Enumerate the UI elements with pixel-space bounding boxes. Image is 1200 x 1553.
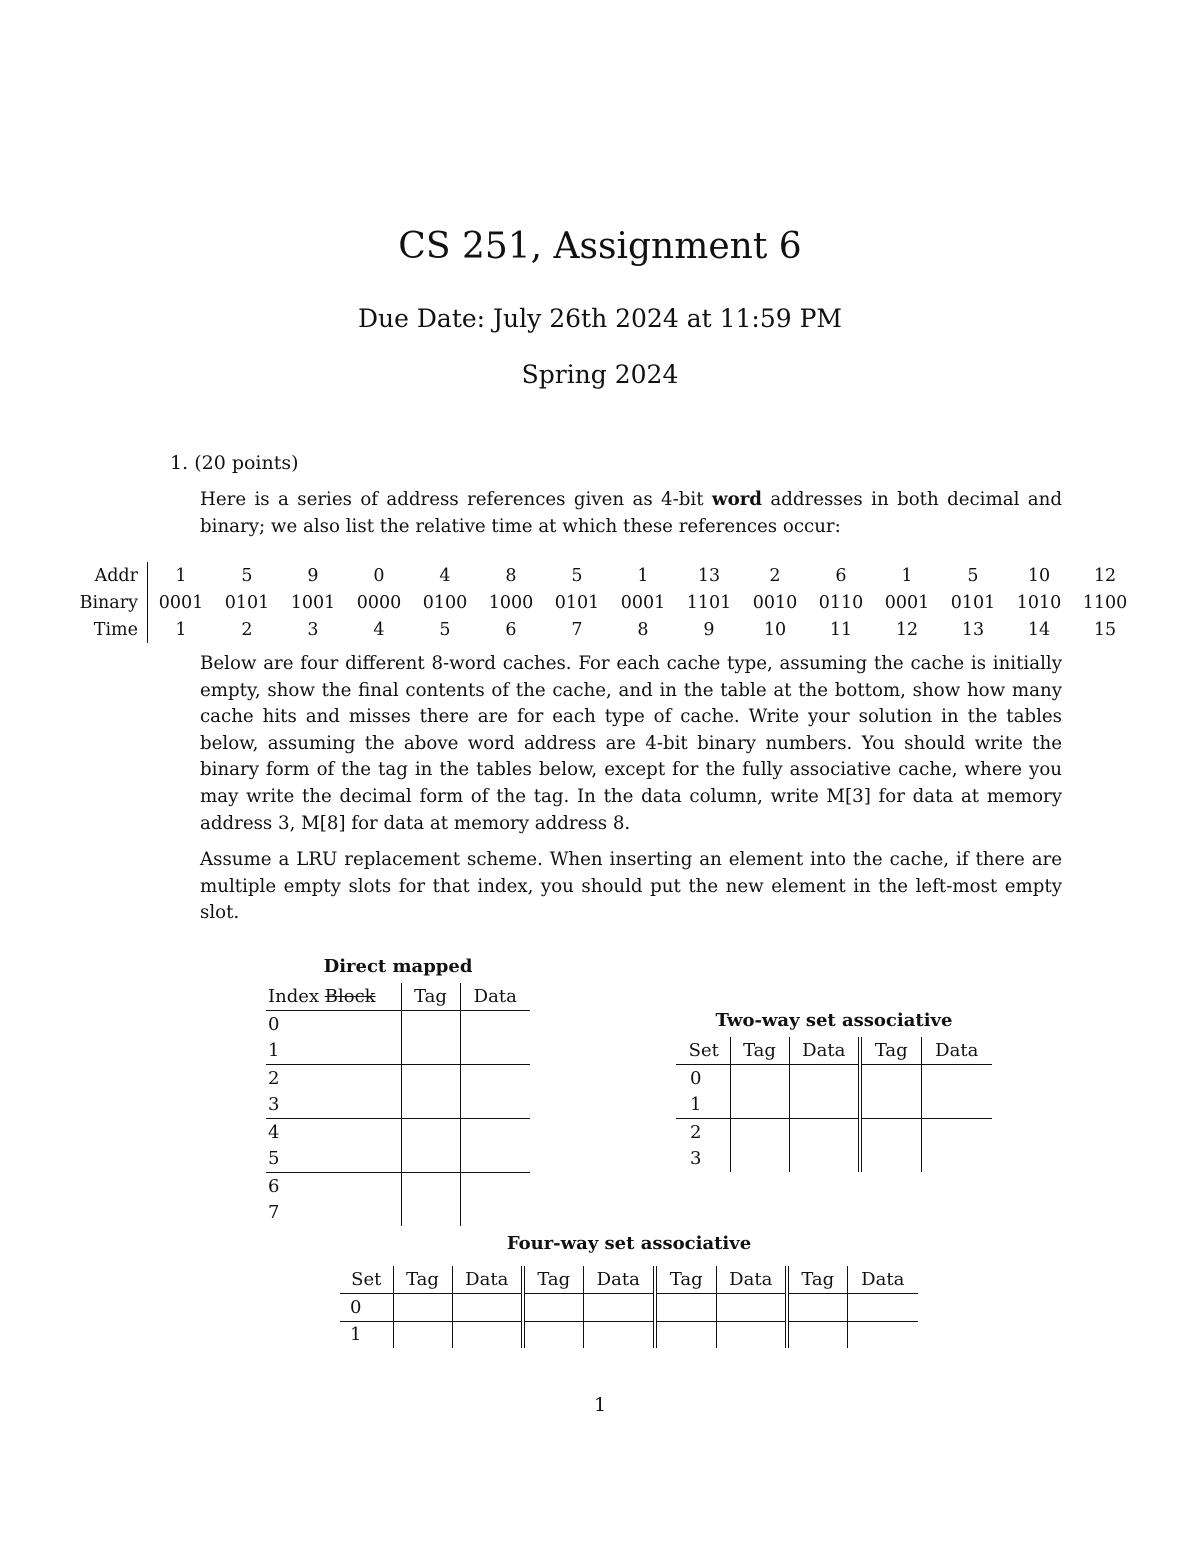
set-cell: 1 — [676, 1092, 730, 1119]
tag-cell[interactable] — [655, 1321, 716, 1348]
addr-row — [62, 562, 1138, 589]
data-cell[interactable] — [847, 1294, 918, 1322]
tag-cell[interactable] — [401, 1146, 460, 1173]
data-cell[interactable] — [789, 1092, 860, 1119]
data-header: Data — [789, 1037, 860, 1065]
index-cell: 0 — [268, 1013, 280, 1035]
set-cell: 1 — [350, 1324, 362, 1346]
addr-cell: 0 — [373, 565, 385, 586]
tag-cell[interactable] — [401, 1119, 460, 1146]
binary-cell: 1100 — [1082, 592, 1128, 613]
tag-cell[interactable] — [523, 1321, 583, 1348]
set-cell: 0 — [340, 1294, 393, 1322]
binary-label: Binary — [62, 589, 148, 616]
table-row — [676, 1065, 992, 1092]
tag-cell[interactable] — [401, 1011, 460, 1038]
index-cell: 2 — [268, 1067, 280, 1089]
time-cell: 9 — [703, 619, 715, 640]
addr-cell: 1 — [637, 565, 649, 586]
table-row — [340, 1321, 918, 1348]
addr-cell: 5 — [967, 565, 979, 586]
data-cell[interactable] — [583, 1321, 655, 1348]
intro-post: addresses in both decimal and binary; we also list the relative time at which these references occur: — [200, 489, 1062, 537]
set-cell: 2 — [690, 1121, 702, 1143]
addr-cell: 2 — [769, 565, 781, 586]
data-header: Data — [921, 1037, 992, 1065]
tag-cell[interactable] — [393, 1294, 452, 1322]
table-row — [340, 1294, 918, 1322]
table-row — [266, 1200, 530, 1227]
set-header: Set — [340, 1266, 393, 1294]
data-header: Data — [460, 983, 530, 1011]
time-row — [62, 616, 1138, 643]
addr-cell: 6 — [835, 565, 847, 586]
addr-cell: 1 — [901, 565, 913, 586]
time-label: Time — [62, 616, 148, 643]
tag-header: Tag — [730, 1037, 789, 1065]
data-cell[interactable] — [460, 1146, 530, 1173]
data-cell[interactable] — [789, 1119, 860, 1146]
addr-cell: 13 — [697, 565, 721, 586]
tag-header: Tag — [655, 1266, 716, 1294]
data-cell[interactable] — [921, 1146, 992, 1173]
data-cell[interactable] — [452, 1321, 523, 1348]
tag-cell[interactable] — [401, 1065, 460, 1092]
struck-block-label: Block — [324, 986, 376, 1007]
time-cell: 2 — [241, 619, 253, 640]
data-cell[interactable] — [921, 1065, 992, 1092]
tag-cell[interactable] — [860, 1065, 921, 1092]
data-cell[interactable] — [460, 1119, 530, 1146]
addr-cell: 1 — [175, 565, 187, 586]
time-cell: 11 — [829, 619, 853, 640]
time-cell: 5 — [439, 619, 451, 640]
data-cell[interactable] — [460, 1173, 530, 1200]
binary-cell: 0100 — [422, 592, 468, 613]
four-way-caption: Four-way set associative — [506, 1233, 752, 1254]
time-cell: 8 — [637, 619, 649, 640]
four-way-header — [340, 1266, 918, 1294]
binary-cell: 1010 — [1016, 592, 1062, 613]
table-row — [676, 1092, 992, 1119]
binary-cell: 0001 — [158, 592, 204, 613]
data-cell[interactable] — [460, 1092, 530, 1119]
tag-cell[interactable] — [401, 1200, 460, 1227]
index-cell: 4 — [268, 1121, 280, 1143]
direct-mapped-table — [266, 983, 530, 1226]
tag-cell[interactable] — [523, 1294, 583, 1322]
table-row — [676, 1146, 992, 1173]
binary-cell: 0110 — [818, 592, 864, 613]
tag-header: Tag — [787, 1266, 847, 1294]
binary-cell: 0101 — [950, 592, 996, 613]
term: Spring 2024 — [521, 360, 679, 389]
direct-mapped-caption: Direct mapped — [323, 956, 473, 977]
data-cell[interactable] — [460, 1011, 530, 1038]
addr-cell: 9 — [307, 565, 319, 586]
time-cell: 4 — [373, 619, 385, 640]
addr-cell: 12 — [1093, 565, 1117, 586]
direct-mapped-header — [266, 983, 530, 1011]
tag-header: Tag — [523, 1266, 583, 1294]
tag-cell[interactable] — [730, 1092, 789, 1119]
table-row — [266, 1038, 530, 1065]
question-intro — [200, 487, 1062, 540]
data-cell[interactable] — [921, 1119, 992, 1146]
index-cell: 6 — [268, 1175, 280, 1197]
binary-cell: 0010 — [752, 592, 798, 613]
data-header: Data — [452, 1266, 523, 1294]
time-cell: 15 — [1093, 619, 1117, 640]
table-row — [676, 1119, 992, 1146]
time-cell: 14 — [1027, 619, 1051, 640]
data-cell[interactable] — [716, 1321, 787, 1348]
tag-cell[interactable] — [730, 1146, 789, 1173]
intro-pre: Here is a series of address references given as 4-bit — [200, 489, 712, 510]
tag-cell[interactable] — [401, 1173, 460, 1200]
tag-cell[interactable] — [860, 1146, 921, 1173]
table-row — [266, 1011, 530, 1038]
tag-cell[interactable] — [730, 1119, 789, 1146]
time-cell: 3 — [307, 619, 319, 640]
tag-cell[interactable] — [787, 1294, 847, 1322]
index-header-label: Index — [268, 986, 320, 1007]
tag-cell[interactable] — [860, 1119, 921, 1146]
binary-cell: 1000 — [488, 592, 534, 613]
page-title: CS 251, Assignment 6 — [398, 226, 802, 267]
due-date: Due Date: July 26th 2024 at 11:59 PM — [357, 304, 843, 333]
data-cell[interactable] — [921, 1092, 992, 1119]
time-cell: 6 — [505, 619, 517, 640]
binary-cell: 1101 — [686, 592, 732, 613]
addr-cell: 4 — [439, 565, 451, 586]
time-cell: 7 — [571, 619, 583, 640]
data-cell[interactable] — [452, 1294, 523, 1322]
tag-header: Tag — [860, 1037, 921, 1065]
data-header: Data — [583, 1266, 655, 1294]
index-cell: 5 — [266, 1146, 401, 1173]
binary-cell: 0101 — [224, 592, 270, 613]
tag-cell[interactable] — [787, 1321, 847, 1348]
index-cell: 1 — [266, 1038, 401, 1065]
set-cell: 0 — [690, 1067, 702, 1089]
table-row — [266, 1065, 530, 1092]
binary-cell: 0001 — [884, 592, 930, 613]
addr-label: Addr — [62, 562, 148, 589]
page-number: 1 — [593, 1394, 607, 1416]
tag-cell[interactable] — [655, 1294, 716, 1322]
two-way-header — [676, 1037, 992, 1065]
data-cell[interactable] — [460, 1065, 530, 1092]
tag-cell[interactable] — [401, 1092, 460, 1119]
time-cell: 10 — [763, 619, 787, 640]
tag-cell[interactable] — [401, 1038, 460, 1065]
data-cell[interactable] — [789, 1065, 860, 1092]
data-cell[interactable] — [789, 1146, 860, 1173]
binary-row — [62, 589, 1138, 616]
table-row — [266, 1173, 530, 1200]
set-cell: 3 — [690, 1148, 702, 1170]
address-reference-table — [62, 562, 1138, 643]
binary-cell: 1001 — [290, 592, 336, 613]
data-cell[interactable] — [716, 1294, 787, 1322]
time-cell: 12 — [895, 619, 919, 640]
table-row — [266, 1119, 530, 1146]
tag-cell[interactable] — [860, 1092, 921, 1119]
data-cell[interactable] — [583, 1294, 655, 1322]
instructions-paragraph: Below are four different 8-word caches. For each cache type, assuming the cache is initially empty, show the final contents of the cache, and in the table at the bottom, show how many cache hits and misses there are for each type of cache. Write your solution in the tables below, assuming the above word address are 4-bit binary numbers. You should write the binary form of the tag in the tables below, except for the fully associative cache, where you may write the decimal form of the tag. In the data column, write M[3] for data at memory address 3, M[8] for data at memory address 8. — [200, 653, 1062, 834]
two-way-table — [676, 1037, 992, 1172]
table-row — [266, 1146, 530, 1173]
table-row — [266, 1092, 530, 1119]
tag-header: Tag — [401, 983, 460, 1011]
question-heading — [170, 452, 299, 474]
data-cell[interactable] — [460, 1200, 530, 1227]
addr-cell: 8 — [505, 565, 517, 586]
tag-header: Tag — [393, 1266, 452, 1294]
index-cell: 3 — [266, 1092, 401, 1119]
lru-paragraph: Assume a LRU replacement scheme. When inserting an element into the cache, if there are multiple empty slots for that index, you should put the new element in the left-most empty slot. — [200, 849, 1062, 924]
binary-cell: 0101 — [554, 592, 600, 613]
set-header: Set — [676, 1037, 730, 1065]
time-cell: 13 — [961, 619, 985, 640]
four-way-table — [340, 1266, 918, 1348]
index-cell: 7 — [268, 1202, 280, 1224]
data-cell[interactable] — [847, 1321, 918, 1348]
data-header: Data — [847, 1266, 918, 1294]
question-number: 1. — [170, 452, 189, 474]
addr-cell: 10 — [1027, 565, 1051, 586]
two-way-caption: Two-way set associative — [715, 1010, 953, 1031]
intro-bold-word: word — [711, 489, 763, 510]
question-points: (20 points) — [194, 452, 299, 474]
data-header: Data — [716, 1266, 787, 1294]
index-header — [266, 983, 401, 1011]
time-cell: 1 — [175, 619, 187, 640]
binary-cell: 0001 — [620, 592, 666, 613]
binary-cell: 0000 — [356, 592, 402, 613]
addr-cell: 5 — [571, 565, 583, 586]
tag-cell[interactable] — [393, 1321, 452, 1348]
data-cell[interactable] — [460, 1038, 530, 1065]
addr-cell: 5 — [241, 565, 253, 586]
tag-cell[interactable] — [730, 1065, 789, 1092]
